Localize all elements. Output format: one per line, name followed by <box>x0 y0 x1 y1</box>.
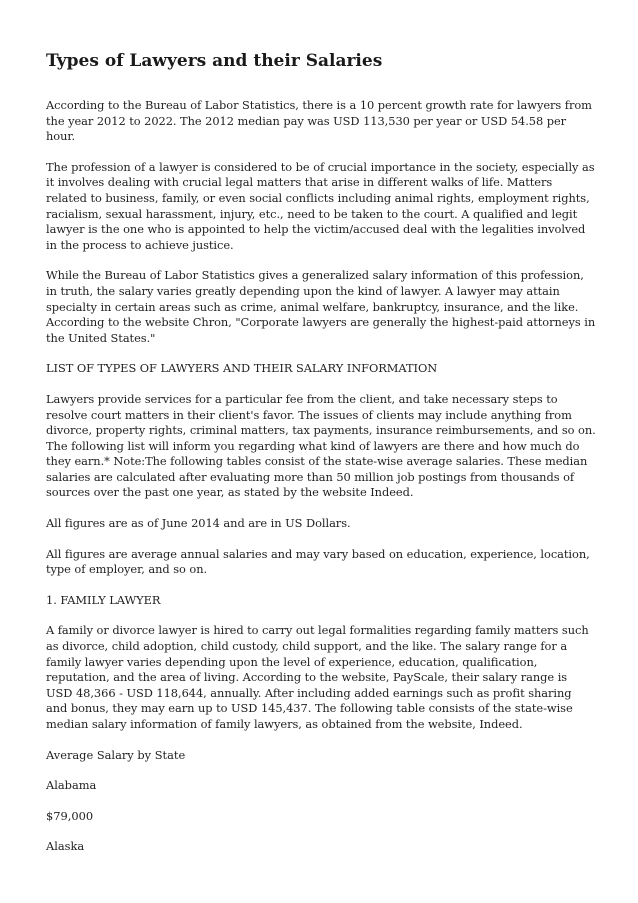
table-caption: Average Salary by State <box>46 747 186 762</box>
figures-date-note: All figures are as of June 2014 and are in US Dollars. <box>46 516 351 531</box>
state-salary: $79,000 <box>46 808 94 823</box>
intro-paragraph: According to the Bureau of Labor Statistics, there is a 10 percent growth rate for lawyers from the year 2012 to 2022. The 2012 median pay was USD 113,530 per year or USD 54.58 per hour. <box>46 98 592 144</box>
list-heading: LIST OF TYPES OF LAWYERS AND THEIR SALARY INFORMATION <box>46 361 438 376</box>
state-name: Alaska <box>46 839 85 854</box>
state-name: Alabama <box>46 778 97 793</box>
document-page <box>46 50 596 870</box>
services-paragraph: Lawyers provide services for a particular fee from the client, and take necessary steps to resolve court matters in their client's favor. The issues of clients may include anything from divorce, property rights, criminal matters, tax payments, insurance reimbursements, and so on. The following list will inform you regarding what kind of lawyers are there and how much do they earn.* Note:The following tables consist of the state-wise average salaries. These median salaries are calculated after evaluating more than 50 million job postings from thousands of sources over the past one year, as stated by the website Indeed. <box>46 391 596 500</box>
salary-variation-paragraph: While the Bureau of Labor Statistics gives a generalized salary information of this profession, in truth, the salary varies greatly depending upon the kind of lawyer. A lawyer may attain specialty in certain areas such as crime, animal welfare, bankruptcy, insurance, and the like. According to the website Chron, "Corporate lawyers are generally the highest-paid attorneys in the United States." <box>46 268 596 345</box>
family-lawyer-paragraph: A family or divorce lawyer is hired to carry out legal formalities regarding family matters such as divorce, child adoption, child custody, child support, and the like. The salary range for a family lawyer varies depending upon the level of experience, education, qualification, reputation, and the area of living. According to the website, PayScale, their salary range is USD 48,366 - USD 118,644, annually. After including added earnings such as profit sharing and bonus, they may earn up to USD 145,437. The following table consists of the state-wise median salary information of family lawyers, as obtained from the website, Indeed. <box>46 623 589 731</box>
section-heading-family-lawyer: 1. FAMILY LAWYER <box>46 592 161 607</box>
page-title: Types of Lawyers and their Salaries <box>46 51 383 71</box>
figures-average-note: All figures are average annual salaries and may vary based on education, experience, location, type of employer, and so on. <box>46 546 590 577</box>
profession-paragraph: The profession of a lawyer is considered to be of crucial importance in the society, especially as it involves dealing with crucial legal matters that arise in different walks of life. Matters related to business, family, or even social conflicts including animal rights, employment rights, racialism, sexual harassment, injury, etc., need to be taken to the court. A qualified and legit lawyer is the one who is appointed to help the victim/accused deal with the legalities involved in the process to achieve justice. <box>46 159 595 252</box>
